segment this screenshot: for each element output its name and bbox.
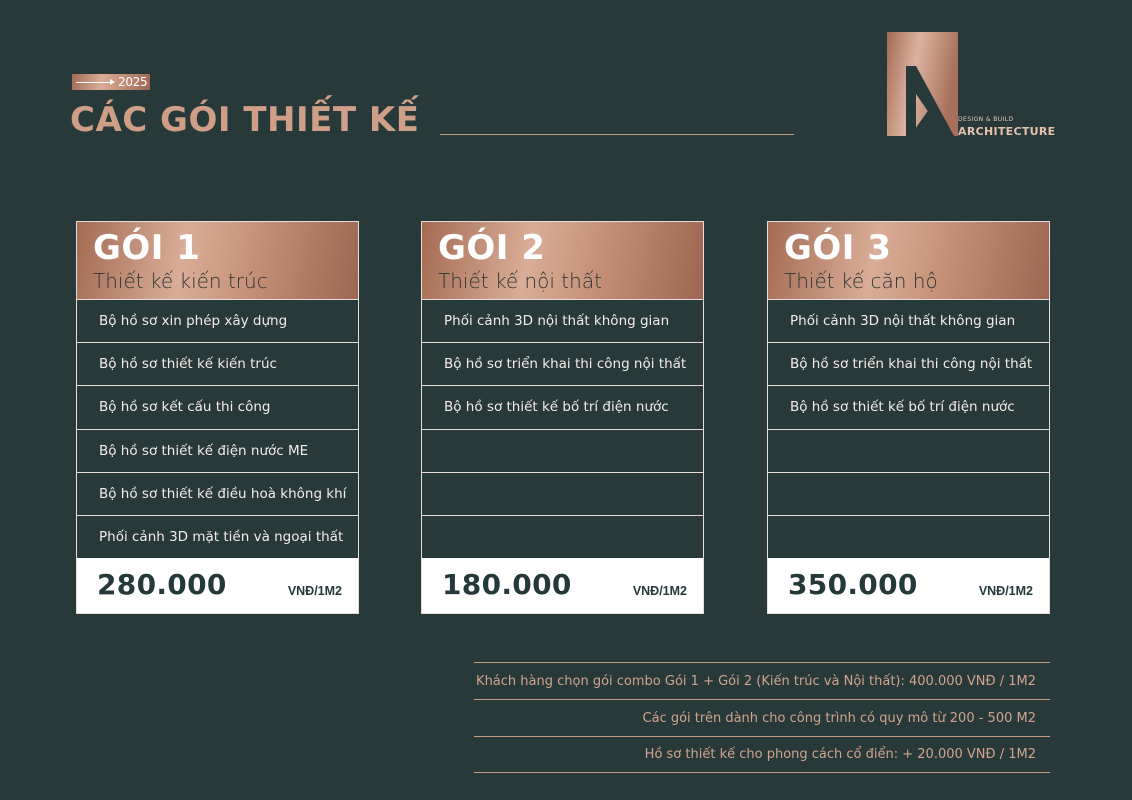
price-value: 180.000 [442,568,572,601]
feature-item [422,430,703,473]
feature-item: Bộ hồ sơ kết cấu thi công [77,386,358,429]
price-unit: VNĐ/1M2 [287,584,342,598]
price-box [77,558,358,613]
arrow-right-icon [76,82,114,83]
title-divider [440,134,794,135]
logo-tagline: DESIGN & BUILD [958,116,1014,123]
feature-item [768,516,1049,559]
feature-item [422,473,703,516]
package-name: GÓI 1 [93,228,201,268]
price-value: 350.000 [788,568,918,601]
feature-item: Bộ hồ sơ thiết kế kiến trúc [77,343,358,386]
price-box [422,558,703,613]
package-name: GÓI 2 [438,228,546,268]
feature-list [422,300,703,559]
logo-wordmark: ARCHITECTURE [958,125,1056,138]
package-card-3 [767,221,1050,614]
year-tag [72,74,150,90]
feature-item [768,473,1049,516]
price-unit: VNĐ/1M2 [632,584,687,598]
package-card-1 [76,221,359,614]
package-header [768,222,1049,300]
package-subtitle: Thiết kế kiến trúc [93,269,268,293]
feature-list [768,300,1049,559]
feature-item: Bộ hồ sơ triển khai thi công nội thất [422,343,703,386]
price-unit: VNĐ/1M2 [978,584,1033,598]
feature-item: Bộ hồ sơ thiết kế bố trí điện nước [768,386,1049,429]
note-combo: Khách hàng chọn gói combo Gói 1 + Gói 2 (Kiến trúc và Nội thất): 400.000 VNĐ / 1M2 [474,662,1050,699]
price-box [768,558,1049,613]
feature-item: Bộ hồ sơ xin phép xây dựng [77,300,358,343]
feature-list [77,300,358,559]
feature-item: Bộ hồ sơ thiết kế điều hoà không khí [77,473,358,516]
price-value: 280.000 [97,568,227,601]
feature-item: Bộ hồ sơ thiết kế bố trí điện nước [422,386,703,429]
feature-item: Phối cảnh 3D nội thất không gian [768,300,1049,343]
note-scale: Các gói trên dành cho công trình có quy mô từ 200 - 500 M2 [474,699,1050,736]
page-title: CÁC GÓI THIẾT KẾ [70,100,420,140]
feature-item: Bộ hồ sơ triển khai thi công nội thất [768,343,1049,386]
feature-item: Bộ hồ sơ thiết kế điện nước ME [77,430,358,473]
note-classic-style: Hồ sơ thiết kế cho phong cách cổ điển: + 20.000 VNĐ / 1M2 [474,736,1050,773]
pricing-notes [474,662,1050,773]
year-label: 2025 [118,75,148,89]
feature-item [768,430,1049,473]
package-subtitle: Thiết kế nội thất [438,269,602,293]
package-header [422,222,703,300]
package-name: GÓI 3 [784,228,892,268]
package-card-2 [421,221,704,614]
feature-item: Phối cảnh 3D nội thất không gian [422,300,703,343]
package-subtitle: Thiết kế căn hộ [784,269,938,293]
feature-item: Phối cảnh 3D mặt tiền và ngoại thất [77,516,358,559]
package-header [77,222,358,300]
feature-item [422,516,703,559]
